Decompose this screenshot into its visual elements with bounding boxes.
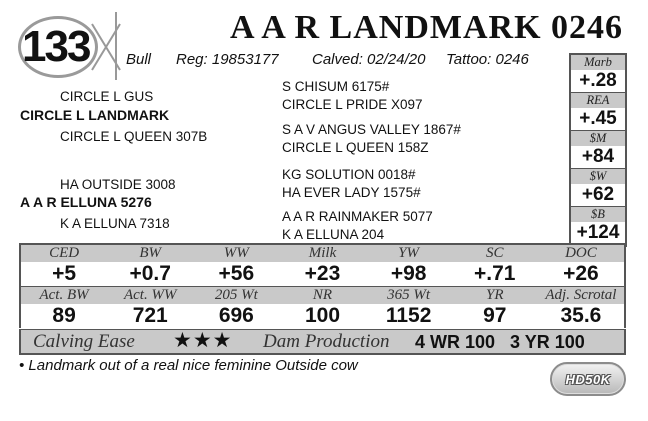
dam-sire-sire: KG SOLUTION 0018# [282, 167, 416, 182]
actual-measures-grid [19, 286, 626, 328]
marb-epd [571, 55, 625, 93]
measure-header: 365 Wt [366, 287, 452, 304]
measure-value: 1152 [385, 304, 432, 327]
measure-header: Act. WW [107, 287, 193, 304]
brand-mark-icon [86, 10, 126, 84]
epd-value: +26 [563, 262, 599, 285]
dam-dam-sire: A A R RAINMAKER 5077 [282, 209, 433, 224]
epd-header: SC [452, 245, 538, 262]
animal-name: A A R LANDMARK 0246 [230, 9, 624, 46]
epd-header: Milk [279, 245, 365, 262]
epd-column [452, 245, 538, 286]
sire-dam-sire: S A V ANGUS VALLEY 1867# [282, 122, 461, 137]
measure-column [366, 287, 452, 328]
dam: A A R ELLUNA 5276 [20, 194, 152, 210]
epd-label: REA [571, 93, 625, 108]
epd-value: +84 [581, 146, 615, 167]
epd-value: +98 [390, 262, 427, 285]
calving-dam-row [19, 329, 626, 355]
dam-sire-dam: HA EVER LADY 1575# [282, 185, 421, 200]
dam-production-value: 4 WR 100 3 YR 100 [415, 332, 585, 352]
measure-column [538, 287, 624, 328]
animal-sex: Bull [126, 51, 152, 68]
epd-grid [19, 243, 626, 286]
epd-value: +5 [52, 262, 77, 285]
star-rating-icon: ★★★ [173, 329, 233, 352]
measure-header: NR [279, 287, 365, 304]
measure-header: YR [452, 287, 538, 304]
epd-header: YW [366, 245, 452, 262]
measure-column [193, 287, 279, 328]
measure-column [452, 287, 538, 328]
epd-value: +.71 [474, 262, 516, 285]
epd-value: +0.7 [129, 262, 171, 285]
dam-dam-dam: K A ELLUNA 204 [282, 227, 385, 242]
m-index-epd [571, 131, 625, 169]
sire-dam-dam: CIRCLE L QUEEN 158Z [282, 140, 429, 155]
epd-column [21, 245, 107, 286]
measure-header: Act. BW [21, 287, 107, 304]
measure-column [107, 287, 193, 328]
epd-value: +124 [576, 222, 620, 243]
epd-label: $B [571, 207, 625, 222]
side-epd-panel [569, 53, 627, 247]
epd-header: BW [107, 245, 193, 262]
sire-sire-dam: CIRCLE L PRIDE X097 [282, 97, 423, 112]
measure-value: 89 [52, 304, 76, 327]
measure-column [279, 287, 365, 328]
dam-dam: K A ELLUNA 7318 [60, 216, 170, 231]
epd-value: +.45 [579, 108, 617, 129]
rea-epd [571, 93, 625, 131]
epd-header: CED [21, 245, 107, 262]
epd-value: +62 [581, 184, 615, 205]
lot-number: 133 [22, 22, 90, 71]
measure-value: 696 [218, 304, 254, 327]
epd-column [193, 245, 279, 286]
measure-value: 100 [304, 304, 341, 327]
sire-sire: CIRCLE L GUS [60, 89, 154, 104]
dam-production-label: Dam Production [263, 331, 390, 352]
tattoo: Tattoo: 0246 [446, 51, 529, 68]
measure-column [21, 287, 107, 328]
lot-comment: • Landmark out of a real nice feminine Outside cow [19, 357, 358, 374]
epd-label: $M [571, 131, 625, 146]
measure-value: 35.6 [560, 304, 602, 327]
b-index-epd [571, 207, 625, 245]
epd-column [366, 245, 452, 286]
sire: CIRCLE L LANDMARK [20, 107, 170, 123]
calving-ease-label: Calving Ease [33, 331, 135, 352]
epd-column [107, 245, 193, 286]
calved-date: Calved: 02/24/20 [312, 51, 426, 68]
hd50k-badge [550, 362, 626, 396]
epd-label: Marb [571, 55, 625, 70]
registration-number: Reg: 19853177 [176, 51, 279, 68]
epd-column [279, 245, 365, 286]
sire-dam: CIRCLE L QUEEN 307B [60, 129, 208, 144]
epd-value: +56 [218, 262, 255, 285]
measure-header: 205 Wt [193, 287, 279, 304]
sire-sire-sire: S CHISUM 6175# [282, 79, 390, 94]
dam-sire: HA OUTSIDE 3008 [60, 177, 176, 192]
epd-value: +.28 [579, 70, 617, 91]
epd-header: DOC [538, 245, 624, 262]
measure-header: Adj. Scrotal [538, 287, 624, 304]
epd-header: WW [193, 245, 279, 262]
epd-column [538, 245, 624, 286]
measure-value: 721 [132, 304, 168, 327]
w-index-epd [571, 169, 625, 207]
epd-label: $W [571, 169, 625, 184]
measure-value: 97 [483, 304, 507, 327]
epd-value: +23 [304, 262, 341, 285]
badge-text: HD50K [565, 372, 611, 387]
